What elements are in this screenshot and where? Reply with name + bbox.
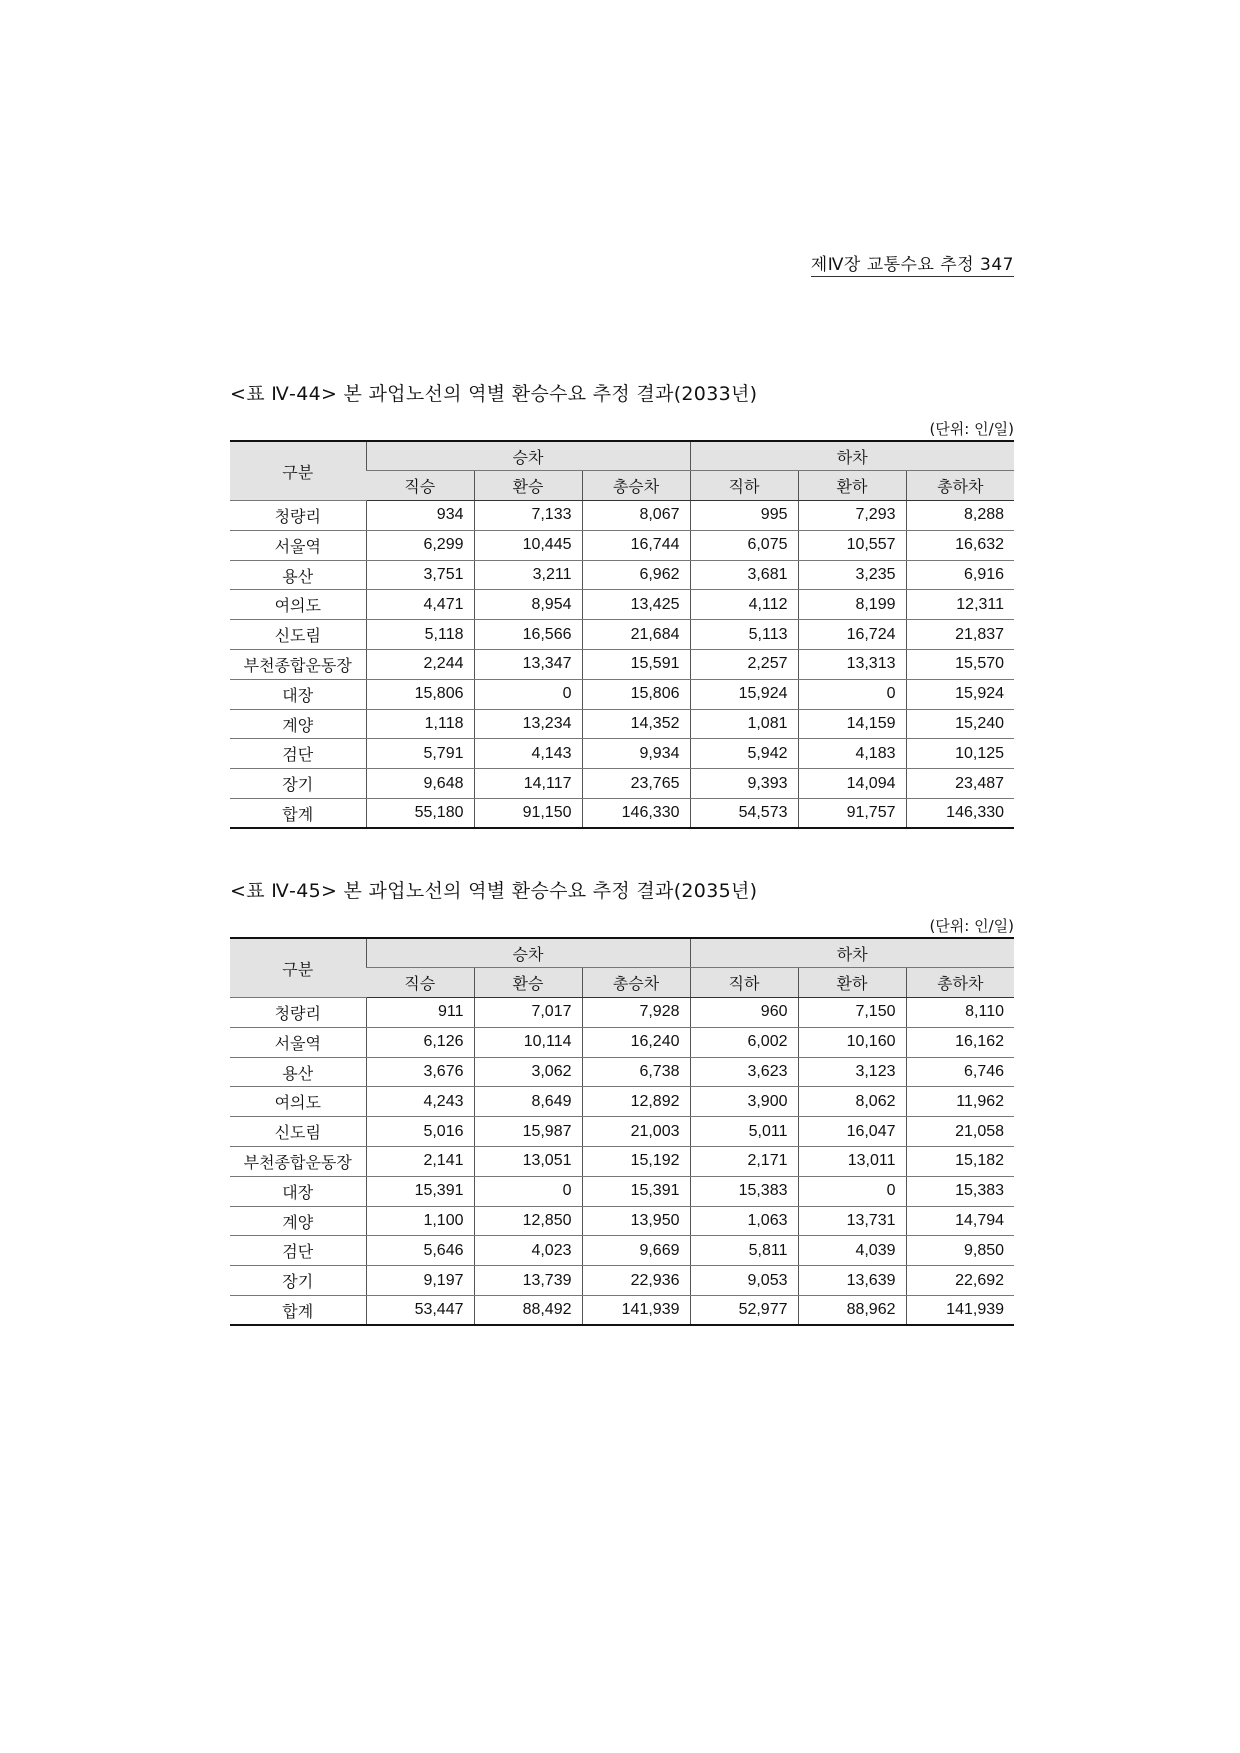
value-cell: 88,492 [474,1296,582,1326]
value-cell: 91,150 [474,799,582,829]
table-row [230,998,1014,1028]
table-row [230,1147,1014,1177]
value-cell: 2,244 [366,650,474,680]
value-cell: 4,471 [366,590,474,620]
value-cell: 9,197 [366,1266,474,1296]
value-cell: 3,235 [798,560,906,590]
header-total-alighting: 총하차 [906,471,1014,501]
value-cell: 6,075 [690,530,798,560]
value-cell: 7,150 [798,998,906,1028]
value-cell: 6,916 [906,560,1014,590]
value-cell: 5,016 [366,1117,474,1147]
value-cell: 5,791 [366,739,474,769]
table-body [230,998,1014,1326]
value-cell: 5,011 [690,1117,798,1147]
header-total-alighting: 총하차 [906,968,1014,998]
header-direct-boarding: 직승 [366,968,474,998]
value-cell: 23,487 [906,769,1014,799]
table-row [230,1176,1014,1206]
header-direct-alighting: 직하 [690,968,798,998]
table-row [230,1236,1014,1266]
value-cell: 2,141 [366,1147,474,1177]
value-cell: 22,936 [582,1266,690,1296]
header-direct-boarding: 직승 [366,471,474,501]
station-name-cell: 여의도 [230,1087,366,1117]
value-cell: 4,243 [366,1087,474,1117]
value-cell: 16,632 [906,530,1014,560]
value-cell: 3,623 [690,1057,798,1087]
header-transfer-boarding: 환승 [474,968,582,998]
value-cell: 14,159 [798,709,906,739]
unit-note: (단위: 인/일) [929,420,1014,438]
header-total-boarding: 총승차 [582,471,690,501]
value-cell: 13,347 [474,650,582,680]
table-body [230,501,1014,829]
station-name-cell: 대장 [230,679,366,709]
table-row [230,709,1014,739]
value-cell: 3,676 [366,1057,474,1087]
value-cell: 13,739 [474,1266,582,1296]
header-category: 구분 [230,441,366,501]
station-name-cell: 계양 [230,709,366,739]
station-name-cell: 합계 [230,799,366,829]
value-cell: 7,017 [474,998,582,1028]
value-cell: 54,573 [690,799,798,829]
station-name-cell: 신도림 [230,1117,366,1147]
station-name-cell: 부천종합운동장 [230,650,366,680]
station-name-cell: 청량리 [230,501,366,531]
value-cell: 1,118 [366,709,474,739]
value-cell: 15,924 [690,679,798,709]
value-cell: 16,162 [906,1027,1014,1057]
station-name-cell: 장기 [230,1266,366,1296]
value-cell: 52,977 [690,1296,798,1326]
value-cell: 16,724 [798,620,906,650]
value-cell: 15,591 [582,650,690,680]
table-row [230,1027,1014,1057]
value-cell: 13,731 [798,1206,906,1236]
value-cell: 11,962 [906,1087,1014,1117]
value-cell: 15,383 [906,1176,1014,1206]
value-cell: 10,445 [474,530,582,560]
header-transfer-alighting: 환하 [798,968,906,998]
station-name-cell: 서울역 [230,530,366,560]
value-cell: 15,987 [474,1117,582,1147]
value-cell: 4,143 [474,739,582,769]
station-name-cell: 서울역 [230,1027,366,1057]
value-cell: 13,051 [474,1147,582,1177]
value-cell: 6,746 [906,1057,1014,1087]
value-cell: 14,117 [474,769,582,799]
transfer-demand-table-2033 [230,440,1014,829]
value-cell: 5,942 [690,739,798,769]
value-cell: 10,125 [906,739,1014,769]
table-row [230,650,1014,680]
station-name-cell: 신도림 [230,620,366,650]
value-cell: 0 [474,679,582,709]
value-cell: 995 [690,501,798,531]
value-cell: 141,939 [582,1296,690,1326]
value-cell: 6,126 [366,1027,474,1057]
value-cell: 0 [798,1176,906,1206]
value-cell: 15,192 [582,1147,690,1177]
value-cell: 5,113 [690,620,798,650]
value-cell: 8,288 [906,501,1014,531]
station-name-cell: 검단 [230,739,366,769]
table-row [230,560,1014,590]
total-row [230,1296,1014,1326]
value-cell: 15,391 [366,1176,474,1206]
value-cell: 10,114 [474,1027,582,1057]
value-cell: 9,669 [582,1236,690,1266]
value-cell: 3,062 [474,1057,582,1087]
table-row [230,769,1014,799]
table-row [230,590,1014,620]
station-name-cell: 부천종합운동장 [230,1147,366,1177]
value-cell: 12,892 [582,1087,690,1117]
value-cell: 911 [366,998,474,1028]
value-cell: 146,330 [906,799,1014,829]
table-title: <표 Ⅳ-45> 본 과업노선의 역별 환승수요 추정 결과(2035년) [230,880,758,902]
value-cell: 2,171 [690,1147,798,1177]
value-cell: 12,850 [474,1206,582,1236]
value-cell: 9,934 [582,739,690,769]
value-cell: 8,199 [798,590,906,620]
value-cell: 10,557 [798,530,906,560]
header-alighting-group: 하차 [690,938,1014,968]
value-cell: 22,692 [906,1266,1014,1296]
header-boarding-group: 승차 [366,441,690,471]
value-cell: 9,648 [366,769,474,799]
station-name-cell: 합계 [230,1296,366,1326]
value-cell: 14,352 [582,709,690,739]
station-name-cell: 대장 [230,1176,366,1206]
value-cell: 12,311 [906,590,1014,620]
value-cell: 21,058 [906,1117,1014,1147]
value-cell: 13,425 [582,590,690,620]
table-block-2033 [230,380,1014,829]
value-cell: 5,118 [366,620,474,650]
value-cell: 1,063 [690,1206,798,1236]
value-cell: 21,837 [906,620,1014,650]
header-alighting-group: 하차 [690,441,1014,471]
value-cell: 4,023 [474,1236,582,1266]
header-direct-alighting: 직하 [690,471,798,501]
table-row [230,1057,1014,1087]
value-cell: 15,391 [582,1176,690,1206]
value-cell: 8,062 [798,1087,906,1117]
value-cell: 3,681 [690,560,798,590]
value-cell: 934 [366,501,474,531]
running-head-text: 제Ⅳ장 교통수요 추정 347 [810,255,1014,275]
value-cell: 15,924 [906,679,1014,709]
value-cell: 21,003 [582,1117,690,1147]
value-cell: 15,383 [690,1176,798,1206]
table-row [230,1266,1014,1296]
value-cell: 9,393 [690,769,798,799]
value-cell: 1,100 [366,1206,474,1236]
value-cell: 5,646 [366,1236,474,1266]
value-cell: 8,954 [474,590,582,620]
value-cell: 3,123 [798,1057,906,1087]
value-cell: 53,447 [366,1296,474,1326]
value-cell: 16,240 [582,1027,690,1057]
value-cell: 0 [474,1176,582,1206]
value-cell: 3,751 [366,560,474,590]
station-name-cell: 검단 [230,1236,366,1266]
header-transfer-boarding: 환승 [474,471,582,501]
value-cell: 21,684 [582,620,690,650]
value-cell: 14,094 [798,769,906,799]
header-total-boarding: 총승차 [582,968,690,998]
value-cell: 15,806 [366,679,474,709]
table-row [230,679,1014,709]
value-cell: 2,257 [690,650,798,680]
value-cell: 15,182 [906,1147,1014,1177]
value-cell: 9,850 [906,1236,1014,1266]
table-title: <표 Ⅳ-44> 본 과업노선의 역별 환승수요 추정 결과(2033년) [230,383,758,405]
total-row [230,799,1014,829]
value-cell: 13,313 [798,650,906,680]
value-cell: 9,053 [690,1266,798,1296]
value-cell: 6,002 [690,1027,798,1057]
value-cell: 4,112 [690,590,798,620]
value-cell: 23,765 [582,769,690,799]
station-name-cell: 용산 [230,1057,366,1087]
value-cell: 960 [690,998,798,1028]
transfer-demand-table-2035 [230,937,1014,1326]
value-cell: 16,744 [582,530,690,560]
table-block-2035 [230,877,1014,1326]
value-cell: 146,330 [582,799,690,829]
station-name-cell: 용산 [230,560,366,590]
value-cell: 7,293 [798,501,906,531]
unit-note: (단위: 인/일) [929,917,1014,935]
value-cell: 7,928 [582,998,690,1028]
value-cell: 15,240 [906,709,1014,739]
header-category: 구분 [230,938,366,998]
value-cell: 5,811 [690,1236,798,1266]
value-cell: 4,039 [798,1236,906,1266]
value-cell: 55,180 [366,799,474,829]
value-cell: 6,962 [582,560,690,590]
table-row [230,1087,1014,1117]
table-row [230,1117,1014,1147]
table-row [230,530,1014,560]
value-cell: 88,962 [798,1296,906,1326]
value-cell: 13,950 [582,1206,690,1236]
station-name-cell: 계양 [230,1206,366,1236]
value-cell: 15,806 [582,679,690,709]
table-row [230,1206,1014,1236]
value-cell: 6,738 [582,1057,690,1087]
header-transfer-alighting: 환하 [798,471,906,501]
table-row [230,620,1014,650]
running-head [230,250,1014,275]
value-cell: 13,639 [798,1266,906,1296]
value-cell: 8,649 [474,1087,582,1117]
header-boarding-group: 승차 [366,938,690,968]
value-cell: 10,160 [798,1027,906,1057]
value-cell: 0 [798,679,906,709]
value-cell: 16,047 [798,1117,906,1147]
station-name-cell: 장기 [230,769,366,799]
station-name-cell: 여의도 [230,590,366,620]
value-cell: 141,939 [906,1296,1014,1326]
value-cell: 8,110 [906,998,1014,1028]
value-cell: 13,011 [798,1147,906,1177]
value-cell: 16,566 [474,620,582,650]
value-cell: 8,067 [582,501,690,531]
value-cell: 1,081 [690,709,798,739]
value-cell: 14,794 [906,1206,1014,1236]
value-cell: 3,900 [690,1087,798,1117]
value-cell: 15,570 [906,650,1014,680]
value-cell: 3,211 [474,560,582,590]
value-cell: 91,757 [798,799,906,829]
value-cell: 4,183 [798,739,906,769]
table-row [230,501,1014,531]
value-cell: 6,299 [366,530,474,560]
value-cell: 13,234 [474,709,582,739]
table-row [230,739,1014,769]
station-name-cell: 청량리 [230,998,366,1028]
value-cell: 7,133 [474,501,582,531]
